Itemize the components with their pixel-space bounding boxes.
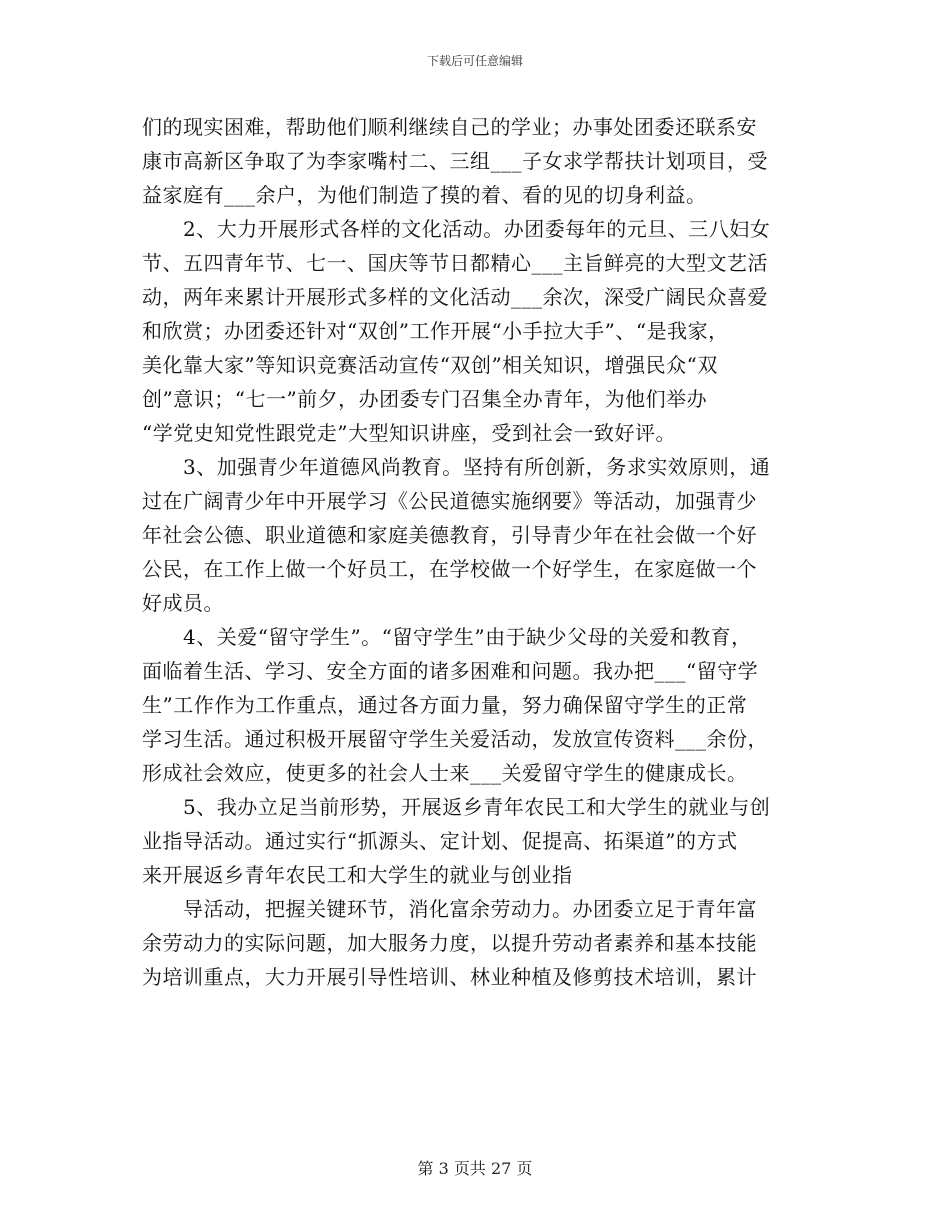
text-line: 和欣赏；办团委还针对“双创”工作开展“小手拉大手”、“是我家， [142,319,729,343]
text-line: 来开展返乡青年农民工和大学生的就业与创业指 [142,863,573,887]
text-line: 为培训重点，大力开展引导性培训、林业种植及修剪技术培训，累计 [142,965,757,989]
text-line: 5、我办立足当前形势，开展返乡青年农民工和大学生的就业与创 [142,795,771,819]
page-number: 第 3 页共 27 页 [417,1159,533,1178]
text-line: 年社会公德、职业道德和家庭美德教育，引导青少年在社会做一个好 [142,523,757,547]
text-line: 4、关爱“留守学生”。“留守学生”由于缺少父母的关爱和教育， [142,625,752,649]
text-line: 节、五四青年节、七一、国庆等节日都精心___主旨鲜亮的大型文艺活 [142,251,768,275]
text-line: 导活动，把握关键环节，消化富余劳动力。办团委立足于青年富 [142,897,757,921]
text-line: 业指导活动。通过实行“抓源头、定计划、促提高、拓渠道”的方式 [142,829,738,853]
text-line: “学党史知党性跟党走”大型知识讲座，受到社会一致好评。 [142,421,676,445]
page-header: 下载后可任意编辑 [426,54,523,68]
text-line: 创”意识；“七一”前夕，办团委专门召集全办青年，为他们举办 [142,387,708,411]
text-line: 3、加强青少年道德风尚教育。坚持有所创新，务求实效原则，通 [142,455,771,479]
text-line: 益家庭有___余户，为他们制造了摸的着、看的见的切身利益。 [142,183,707,207]
text-line: 余劳动力的实际问题，加大服务力度，以提升劳动者素养和基本技能 [142,931,757,955]
text-line: 过在广阔青少年中开展学习《公民道德实施纲要》等活动，加强青少 [142,489,757,513]
document-body [142,110,822,994]
text-line: 2、大力开展形式各样的文化活动。办团委每年的元旦、三八妇女 [142,217,771,241]
text-line: 学习生活。通过积极开展留守学生关爱活动，发放宣传资料___余份， [142,727,768,751]
text-line: 好成员。 [142,591,224,615]
text-line: 面临着生活、学习、安全方面的诸多困难和问题。我办把___“留守学 [142,659,759,683]
text-line: 动，两年来累计开展形式多样的文化活动___余次，深受广阔民众喜爱 [142,285,768,309]
text-line: 生”工作作为工作重点，通过各方面力量，努力确保留守学生的正常 [142,693,748,717]
text-line: 形成社会效应，使更多的社会人士来___关爱留守学生的健康成长。 [142,761,748,785]
text-line: 美化靠大家”等知识竞赛活动宣传“双创”相关知识，增强民众“双 [142,353,718,377]
text-line: 公民，在工作上做一个好员工，在学校做一个好学生，在家庭做一个 [142,557,757,581]
text-line: 康市高新区争取了为李家嘴村二、三组___子女求学帮扶计划项目，受 [142,149,768,173]
text-line: 们的现实困难，帮助他们顺利继续自己的学业；办事处团委还联系安 [142,115,757,139]
